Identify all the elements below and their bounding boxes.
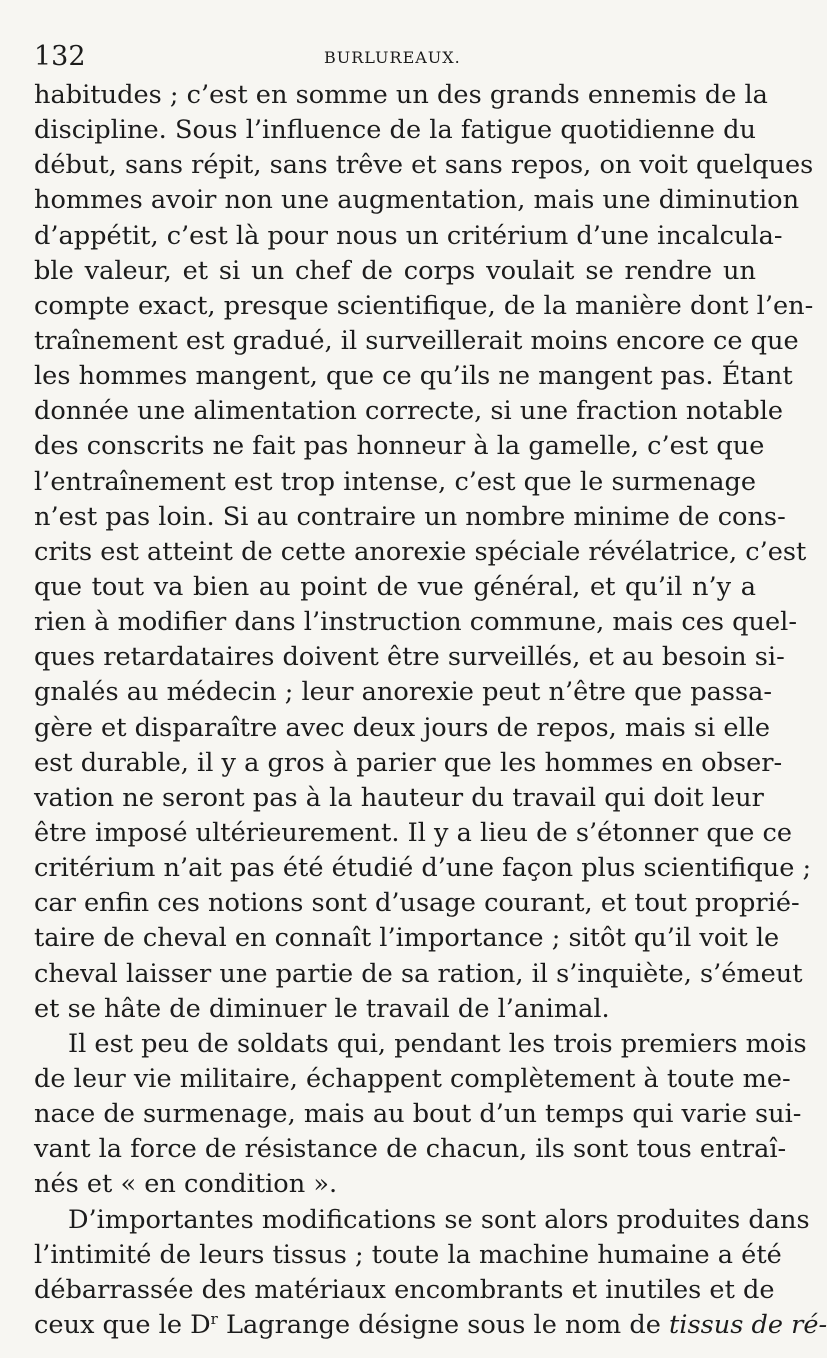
text-line: critérium n’ait pas été étudié d’une façon plus scientifique ; <box>34 853 812 884</box>
text-line: taire de cheval en connaît l’importance ; sitôt qu’il voit le <box>34 923 780 954</box>
text-line: n’est pas loin. Si au contraire un nombre minime de cons- <box>34 501 786 532</box>
text-line: de leur vie militaire, échappent complètement à toute me- <box>34 1063 791 1094</box>
text-line: rien à modifier dans l’instruction commune, mais ces quel- <box>34 607 798 638</box>
text-line: hommes avoir non une augmentation, mais une diminution <box>34 185 800 216</box>
text-line: vant la force de résistance de chacun, ils sont tous entraî- <box>34 1134 787 1165</box>
text-line: vation ne seront pas à la hauteur du travail qui doit leur <box>34 782 764 813</box>
text-line: habitudes ; c’est en somme un des grands ennemis de la <box>34 80 768 110</box>
body-text <box>34 78 827 1343</box>
text-line: ques retardataires doivent être surveillés, et au besoin si- <box>34 642 785 673</box>
text-line: être imposé ultérieurement. Il y a lieu de s’étonner que ce <box>34 817 793 848</box>
text-line: car enfin ces notions sont d’usage courant, et tout proprié- <box>34 888 800 919</box>
text-line: d’appétit, c’est là pour nous un critérium d’une incalcula- <box>34 220 783 251</box>
text-line: des conscrits ne fait pas honneur à la gamelle, c’est que <box>34 431 765 462</box>
page-header <box>34 40 754 74</box>
text-line: début, sans répit, sans trêve et sans repos, on voit quelques <box>34 150 814 181</box>
text-line: compte exact, presque scientifique, de la manière dont l’en- <box>34 290 814 321</box>
running-head: BURLUREAUX. <box>324 48 461 67</box>
text-line: traînement est gradué, il surveillerait moins encore ce que <box>34 325 799 356</box>
page-number: 132 <box>34 41 86 72</box>
text-line: discipline. Sous l’influence de la fatigue quotidienne du <box>34 115 756 146</box>
text-line: ble valeur, et si un chef de corps voulait se rendre un <box>34 255 756 286</box>
final-text-line <box>34 1308 827 1343</box>
text-line: nace de surmenage, mais au bout d’un temps qui varie sui- <box>34 1099 802 1130</box>
paragraph-start-line: Il est peu de soldats qui, pendant les trois premiers mois <box>68 1028 807 1059</box>
paragraph-end-line: nés et « en condition ». <box>34 1169 338 1200</box>
final-line-middle: Lagrange désigne sous le nom de <box>217 1309 669 1340</box>
text-line: est durable, il y a gros à parier que les hommes en obser- <box>34 747 783 778</box>
paragraph-start-line: D’importantes modifications se sont alors produites dans <box>68 1204 810 1235</box>
text-line: les hommes mangent, que ce qu’ils ne mangent pas. Étant <box>34 361 793 392</box>
text-line: débarrassée des matériaux encombrants et inutiles et de <box>34 1274 775 1305</box>
text-line: gère et disparaître avec deux jours de repos, mais si elle <box>34 712 771 743</box>
text-line: crits est atteint de cette anorexie spéciale révélatrice, c’est <box>34 536 807 567</box>
text-line: gnalés au médecin ; leur anorexie peut n’être que passa- <box>34 677 773 708</box>
text-line: donnée une alimentation correcte, si une fraction notable <box>34 396 784 427</box>
text-line: cheval laisser une partie de sa ration, il s’inquiète, s’émeut <box>34 958 803 989</box>
superscript-r: r <box>210 1309 218 1328</box>
italic-term: tissus de ré- <box>668 1309 827 1340</box>
text-line: que tout va bien au point de vue général, et qu’il n’y a <box>34 571 756 602</box>
paragraph-end-line: et se hâte de diminuer le travail de l’animal. <box>34 993 610 1024</box>
final-line-start: ceux que le D <box>34 1309 211 1340</box>
text-line: l’intimité de leurs tissus ; toute la machine humaine a été <box>34 1239 782 1270</box>
text-line: l’entraînement est trop intense, c’est que le surmenage <box>34 466 756 497</box>
